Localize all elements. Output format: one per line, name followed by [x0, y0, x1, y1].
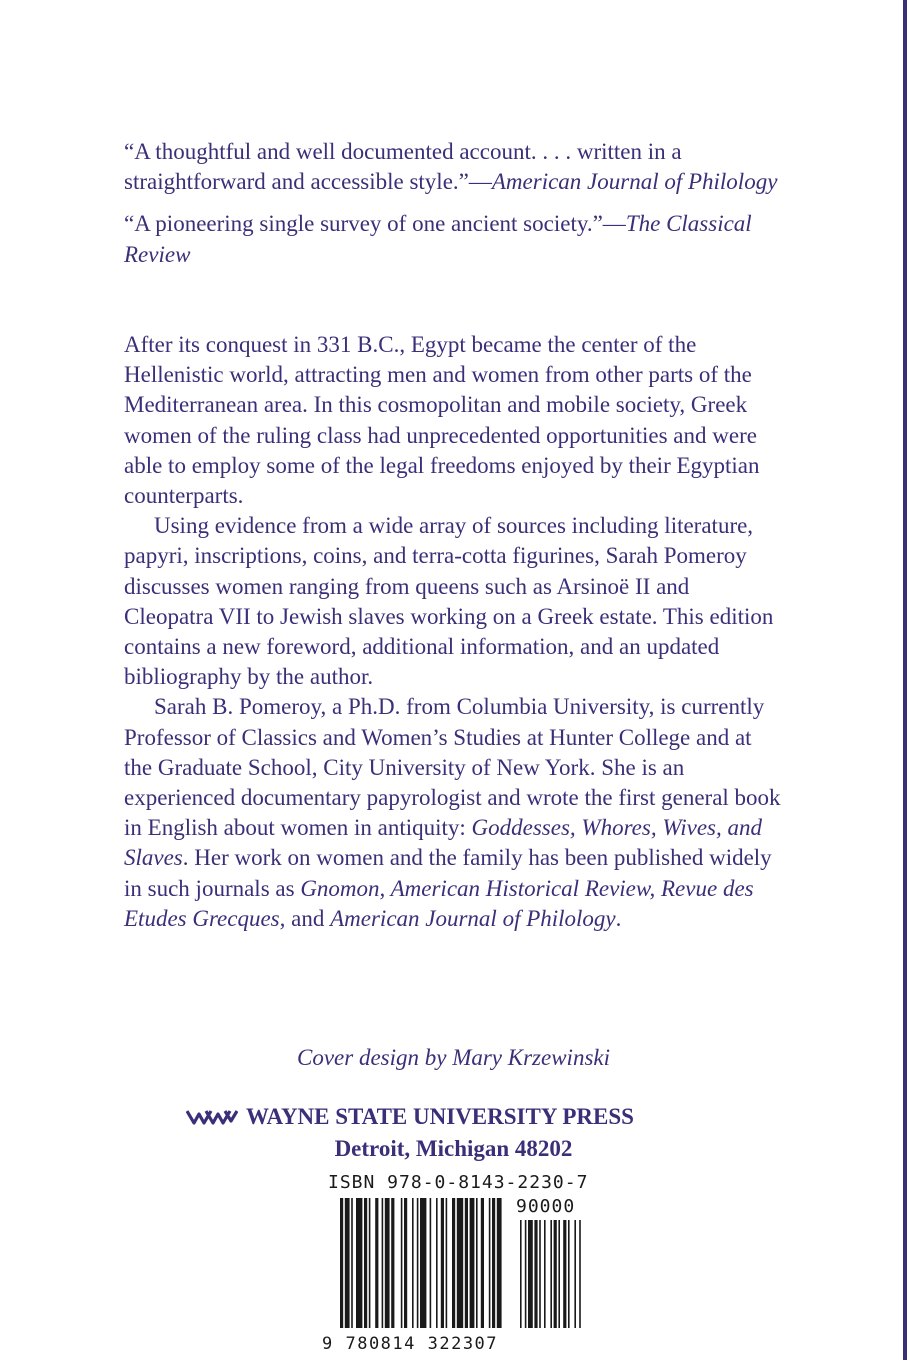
- barcode-bar: [412, 1198, 414, 1328]
- barcode-bar: [364, 1198, 367, 1328]
- barcode-bar: [558, 1220, 560, 1328]
- isbn-text: ISBN 978-0-8143-2230-7: [328, 1172, 589, 1193]
- barcode-bar: [452, 1198, 455, 1328]
- barcode-bar: [520, 1220, 522, 1328]
- barcode-bar: [417, 1198, 419, 1328]
- barcode-bar: [351, 1198, 353, 1328]
- barcode-bar: [420, 1198, 426, 1328]
- barcode-bar: [563, 1220, 566, 1328]
- barcode-bar: [534, 1220, 537, 1328]
- barcode-bar: [525, 1220, 527, 1328]
- price-code: 90000: [516, 1196, 576, 1217]
- barcode-bar: [579, 1220, 581, 1328]
- barcode-bar: [550, 1220, 552, 1328]
- quote-source: American Journal of Philology: [491, 169, 778, 195]
- quote-source: The Classical Review: [124, 211, 752, 267]
- barcode-bar: [489, 1198, 491, 1328]
- barcode-bar: [470, 1198, 475, 1328]
- paragraph-author-bio: Sarah B. Pomeroy, a Ph.D. from Columbia University, is currently Professor of Classics and Women’s Studies at Hunter College and at the Graduate School, City University of New York. She is an experienced documentary papyrologist and wrote the first general book in English about women in antiquity: Goddesses, Whores, Wives, and Slaves. Her work on women and the family has been published widely in such journals as Gnomon, American Historical Review, Revue des Etudes Grecques, and American Journal of Philology.: [124, 694, 781, 931]
- barcode-bar: [497, 1198, 502, 1328]
- isbn-barcode: [320, 1172, 605, 1357]
- book-title: Goddesses, Whores, Wives, and Slaves: [124, 815, 762, 871]
- publisher-address: Detroit, Michigan 48202: [334, 1136, 573, 1161]
- paragraph-sources: Using evidence from a wide array of sources including literature, papyri, inscriptions, coins, and terra-cotta figurines, Sarah Pomeroy discusses women ranging from queens such as Arsinoë II and Cleopatra VII to Jewish slaves working on a Greek estate. This edition contains a new foreword, additional information, and an updated bibliography by the author.: [124, 513, 774, 690]
- paragraph-intro: After its conquest in 331 B.C., Egypt became the center of the Hellenistic world, attracting men and women from other parts of the Mediterranean area. In this cosmopolitan and mobile society, Greek women of the ruling class had unprecedented opportunities and were able to employ some of the legal freedoms enjoyed by their Egyptian counterparts.: [124, 332, 760, 509]
- barcode-bar: [404, 1198, 407, 1328]
- publisher-line: [186, 1104, 634, 1132]
- barcode-bar: [574, 1220, 576, 1328]
- barcode-bar: [544, 1220, 546, 1328]
- barcode-bar: [528, 1220, 533, 1328]
- barcode-bar: [465, 1198, 468, 1328]
- barcode-bar: [375, 1198, 378, 1328]
- barcode-bar: [345, 1198, 350, 1328]
- barcode-bar: [436, 1198, 438, 1328]
- barcode-bar: [340, 1198, 343, 1328]
- barcode-bar: [369, 1198, 371, 1328]
- barcode-bar: [441, 1198, 444, 1328]
- barcode-bar: [446, 1198, 448, 1328]
- cover-design-credit: Cover design by Mary Krzewinski: [296, 1045, 610, 1070]
- barcode-bar: [481, 1198, 484, 1328]
- barcode-digits: 9 780814 322307: [322, 1334, 499, 1354]
- review-quote-1: “A thoughtful and well documented account. . . . written in a straightforward and accessible style.”—American Journal of Philology: [124, 139, 778, 195]
- barcode-bar: [401, 1198, 403, 1328]
- barcode-bar: [492, 1198, 495, 1328]
- barcode-bar: [539, 1220, 541, 1328]
- journal-title: American Journal of Philology: [330, 905, 616, 931]
- review-quote-2: “A pioneering single survey of one ancient society.”—The Classical Review: [124, 211, 752, 267]
- barcode-bar: [391, 1198, 394, 1328]
- barcode-bars: [320, 1198, 605, 1338]
- barcode-bar: [382, 1198, 384, 1328]
- barcode-bar: [554, 1220, 557, 1328]
- quotes-section: [124, 137, 784, 282]
- description-section: [124, 330, 784, 934]
- barcode-bar: [430, 1198, 432, 1328]
- publisher-logo-icon: [186, 1106, 238, 1132]
- barcode-bar: [385, 1198, 390, 1328]
- barcode-bar: [356, 1198, 362, 1328]
- barcode-bar: [476, 1198, 478, 1328]
- publisher-name: WAYNE STATE UNIVERSITY PRESS: [246, 1104, 634, 1129]
- barcode-bar: [568, 1220, 570, 1328]
- journal-titles: Gnomon, American Historical Review, Revue des Etudes Grecques,: [124, 875, 754, 931]
- barcode-bar: [457, 1198, 463, 1328]
